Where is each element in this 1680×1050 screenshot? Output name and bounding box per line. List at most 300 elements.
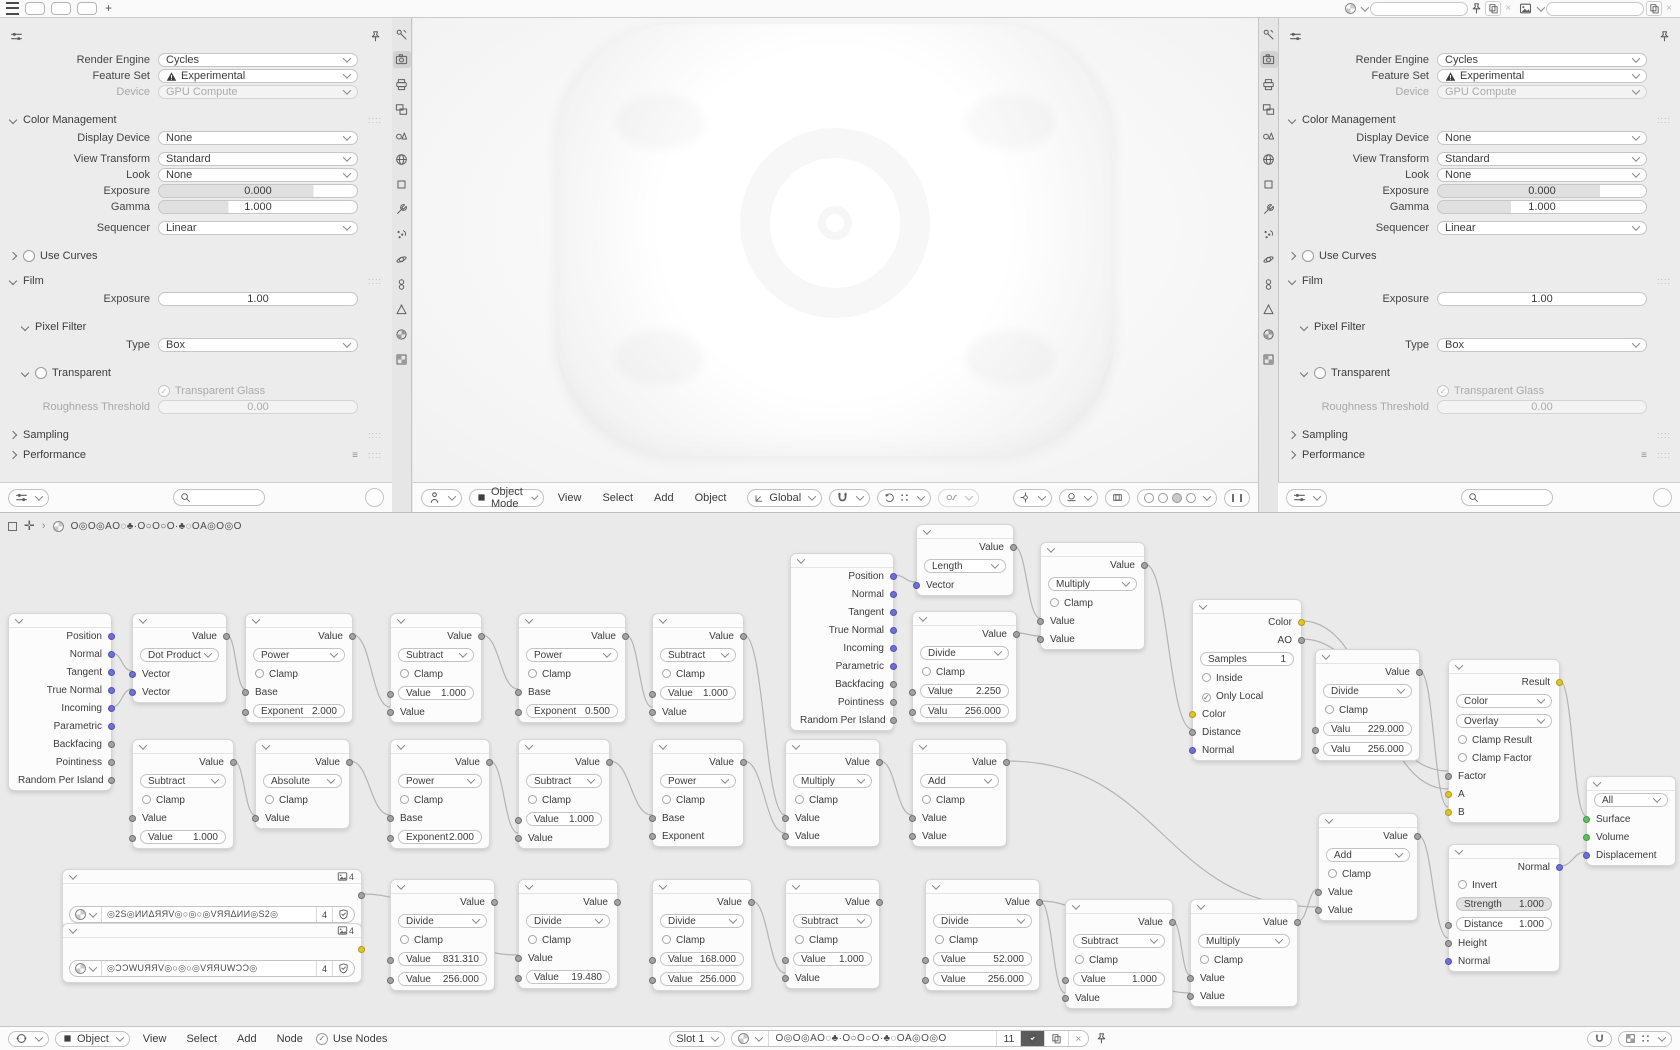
checkbox-clamp[interactable] — [1191, 952, 1297, 970]
input-socket[interactable] — [387, 815, 394, 822]
tab-tool[interactable] — [393, 26, 411, 43]
input-socket[interactable] — [1312, 747, 1319, 754]
operation-select[interactable] — [1594, 793, 1668, 807]
input-socket[interactable] — [387, 691, 394, 698]
field-look[interactable] — [158, 168, 358, 182]
checkbox-clamp[interactable] — [133, 792, 233, 810]
checkbox-clamp[interactable] — [1066, 952, 1172, 970]
output-socket[interactable] — [108, 759, 115, 766]
output-socket[interactable] — [1298, 619, 1305, 626]
value-field-value[interactable] — [920, 684, 1009, 698]
datablock-users-button[interactable]: 4 — [317, 907, 333, 922]
input-socket[interactable] — [1583, 852, 1590, 859]
filter-button[interactable] — [1653, 488, 1672, 507]
tab-material[interactable] — [393, 326, 411, 343]
list-icon[interactable]: ≡ — [352, 449, 359, 461]
output-socket[interactable] — [478, 633, 485, 640]
field-device[interactable] — [1437, 85, 1647, 99]
datablock-ball-segment[interactable] — [70, 907, 102, 922]
input-socket[interactable] — [922, 957, 929, 964]
value-field-value[interactable] — [933, 972, 1032, 986]
shading-mode-3[interactable] — [1186, 493, 1196, 503]
operation-select[interactable] — [920, 646, 1009, 660]
input-socket[interactable] — [1445, 773, 1452, 780]
input-socket[interactable] — [1583, 816, 1590, 823]
node-header[interactable] — [63, 924, 361, 938]
checkbox-clamp[interactable] — [653, 932, 751, 950]
output-socket[interactable] — [346, 759, 353, 766]
output-socket[interactable] — [108, 633, 115, 640]
datablock-users-button[interactable]: 4 — [317, 961, 333, 976]
input-socket[interactable] — [1583, 834, 1590, 841]
output-socket[interactable] — [606, 759, 613, 766]
node-header[interactable] — [63, 870, 361, 884]
checkbox-clamp[interactable] — [391, 792, 489, 810]
operation-select[interactable] — [526, 648, 618, 662]
tab-tool[interactable] — [1260, 26, 1278, 43]
output-socket[interactable] — [740, 633, 747, 640]
operation-select[interactable] — [1456, 714, 1552, 728]
checkbox-clamp[interactable] — [246, 666, 352, 684]
material-users-button[interactable]: 11 — [997, 1031, 1021, 1046]
editor-type-button[interactable] — [8, 489, 49, 507]
unlink-button[interactable]: × — [1505, 3, 1512, 14]
node-header[interactable] — [786, 880, 879, 894]
search-input[interactable] — [1461, 489, 1553, 506]
input-socket[interactable] — [1187, 975, 1194, 982]
value-field-exponent[interactable] — [398, 830, 482, 844]
input-socket[interactable] — [515, 689, 522, 696]
field-exposure[interactable] — [158, 292, 358, 306]
section-sampling[interactable] — [0, 425, 392, 445]
material-name-segment[interactable] — [769, 1031, 997, 1046]
checkbox-clamp[interactable] — [519, 792, 609, 810]
math-divide-4[interactable] — [518, 879, 618, 989]
disclosure-arrow-icon[interactable] — [21, 323, 29, 331]
operation-select[interactable] — [398, 914, 487, 928]
output-socket[interactable] — [890, 681, 897, 688]
tab-constraints[interactable] — [1260, 276, 1278, 293]
input-socket[interactable] — [515, 835, 522, 842]
node-header[interactable] — [1449, 660, 1559, 674]
input-socket[interactable] — [387, 709, 394, 716]
value-field-value[interactable] — [1073, 972, 1165, 986]
tab-render[interactable] — [393, 51, 411, 68]
node-header[interactable] — [133, 740, 233, 754]
workspace-tab[interactable] — [25, 2, 45, 15]
input-socket[interactable] — [1445, 809, 1452, 816]
node-header[interactable] — [246, 614, 352, 628]
input-socket[interactable] — [1187, 993, 1194, 1000]
input-socket[interactable] — [129, 835, 136, 842]
section-pixel-filter[interactable] — [1279, 317, 1680, 337]
pin-icon[interactable] — [1658, 30, 1671, 43]
disclosure-arrow-icon[interactable] — [9, 116, 17, 124]
input-socket[interactable] — [1037, 618, 1044, 625]
tab-texture[interactable] — [393, 351, 411, 368]
value-field-samples[interactable] — [1200, 652, 1294, 666]
output-socket[interactable] — [748, 899, 755, 906]
output-socket[interactable] — [108, 669, 115, 676]
checkbox-clamp[interactable] — [519, 932, 617, 950]
field-sequencer[interactable] — [1437, 221, 1647, 235]
output-socket[interactable] — [1013, 631, 1020, 638]
tab-view-layer[interactable] — [393, 101, 411, 118]
input-socket[interactable] — [782, 975, 789, 982]
math-absolute[interactable] — [255, 739, 350, 829]
value-field-distance[interactable] — [1456, 917, 1552, 931]
drag-handle-icon[interactable]: :::: — [367, 450, 382, 460]
output-socket[interactable] — [890, 573, 897, 580]
field-type[interactable] — [158, 338, 358, 352]
workspace-tab[interactable] — [77, 2, 97, 15]
disclosure-arrow-icon[interactable] — [9, 277, 17, 285]
output-socket[interactable] — [358, 892, 365, 899]
field-exposure[interactable] — [1437, 292, 1647, 306]
tab-physics[interactable] — [393, 251, 411, 268]
output-socket[interactable] — [890, 591, 897, 598]
gizmo-toggles[interactable] — [1013, 489, 1052, 507]
operation-select[interactable] — [793, 914, 872, 928]
node-header[interactable] — [786, 740, 879, 754]
node-header[interactable] — [9, 614, 111, 628]
input-socket[interactable] — [922, 977, 929, 984]
output-socket[interactable] — [614, 899, 621, 906]
input-socket[interactable] — [515, 817, 522, 824]
node-header[interactable] — [391, 740, 489, 754]
mode-selector[interactable] — [469, 485, 544, 510]
field-roughness-threshold[interactable] — [158, 400, 358, 414]
math-divide-3[interactable] — [390, 879, 495, 991]
input-socket[interactable] — [782, 815, 789, 822]
value-field-valu[interactable] — [1323, 722, 1412, 736]
menu-view[interactable]: View — [142, 1032, 167, 1045]
value-field-value[interactable] — [398, 952, 487, 966]
output-socket[interactable] — [1556, 679, 1563, 686]
output-socket[interactable] — [349, 633, 356, 640]
value-field-value[interactable] — [398, 686, 474, 700]
input-socket[interactable] — [1312, 727, 1319, 734]
pin-icon[interactable] — [1470, 2, 1483, 15]
node-header[interactable] — [1193, 600, 1301, 614]
field-view-transform[interactable] — [158, 152, 358, 166]
tab-world[interactable] — [393, 151, 411, 168]
disclosure-arrow-icon[interactable] — [9, 431, 17, 439]
math-power-4[interactable] — [652, 739, 744, 847]
drag-handle-icon[interactable]: :::: — [1656, 430, 1671, 440]
datablock-ball-segment[interactable] — [70, 961, 102, 976]
input-socket[interactable] — [1037, 636, 1044, 643]
node-header[interactable] — [256, 740, 349, 754]
math-multiply-1[interactable] — [785, 739, 880, 847]
section-performance[interactable] — [1279, 445, 1680, 465]
math-power-3[interactable] — [390, 739, 490, 849]
operation-select[interactable] — [793, 774, 872, 788]
output-socket[interactable] — [223, 633, 230, 640]
output-socket[interactable] — [1141, 562, 1148, 569]
math-divide-1[interactable] — [912, 611, 1017, 723]
menu-object[interactable]: Object — [694, 491, 727, 504]
mix-node[interactable] — [1448, 659, 1560, 823]
disclosure-arrow-icon[interactable] — [9, 451, 17, 459]
copy-button[interactable] — [1646, 1, 1662, 16]
viewport-3d[interactable] — [413, 18, 1258, 482]
vector-math-dot-product[interactable] — [132, 613, 227, 703]
copy-button[interactable] — [1485, 1, 1501, 16]
workspace-tab[interactable] — [51, 2, 71, 15]
list-icon[interactable]: ≡ — [1641, 449, 1648, 461]
output-socket[interactable] — [230, 759, 237, 766]
checkbox-clamp[interactable] — [519, 666, 625, 684]
checkbox-clamp[interactable] — [786, 792, 879, 810]
input-socket[interactable] — [515, 955, 522, 962]
menu-select[interactable]: Select — [186, 1032, 218, 1045]
menu-select[interactable]: Select — [602, 491, 634, 504]
math-subtract-3[interactable] — [132, 739, 234, 849]
output-socket[interactable] — [890, 717, 897, 724]
checkbox-clamp[interactable] — [653, 792, 743, 810]
operation-select[interactable] — [920, 774, 999, 788]
image-icon[interactable] — [1519, 2, 1532, 15]
value-field-exponent[interactable] — [253, 704, 345, 718]
input-socket[interactable] — [1445, 940, 1452, 947]
value-field-value[interactable] — [933, 952, 1032, 966]
snap-toggle[interactable] — [829, 489, 870, 507]
field-exposure[interactable] — [158, 184, 358, 198]
tab-world[interactable] — [1260, 151, 1278, 168]
output-socket[interactable] — [358, 946, 365, 953]
section-performance[interactable] — [0, 445, 392, 465]
field-render-engine[interactable] — [158, 53, 358, 67]
field-exposure[interactable] — [1437, 184, 1647, 198]
checkbox-transparent[interactable] — [35, 367, 47, 379]
checkbox-clamp-result[interactable] — [1449, 732, 1559, 750]
disclosure-arrow-icon[interactable] — [1288, 277, 1296, 285]
node-header[interactable] — [913, 612, 1016, 626]
menu-node[interactable]: Node — [276, 1032, 303, 1045]
input-socket[interactable] — [782, 957, 789, 964]
shader-type-selector[interactable] — [55, 1031, 130, 1047]
operation-select[interactable] — [660, 648, 736, 662]
input-socket[interactable] — [129, 671, 136, 678]
geometry-node-b[interactable] — [790, 553, 894, 731]
tab-view-layer[interactable] — [1260, 101, 1278, 118]
operation-select[interactable] — [398, 648, 474, 662]
drag-handle-icon[interactable]: :::: — [367, 276, 382, 286]
value-field-valu[interactable] — [920, 704, 1009, 718]
image-datablock-2[interactable] — [62, 923, 362, 983]
input-socket[interactable] — [1315, 889, 1322, 896]
output-socket[interactable] — [876, 899, 883, 906]
section-film[interactable] — [0, 271, 392, 291]
section-film[interactable] — [1279, 271, 1680, 291]
value-field-value[interactable] — [140, 830, 226, 844]
unlink-button[interactable]: × — [1666, 3, 1672, 14]
output-socket[interactable] — [1298, 637, 1305, 644]
output-socket[interactable] — [1036, 899, 1043, 906]
node-header[interactable] — [913, 740, 1006, 754]
disclosure-arrow-icon[interactable] — [1288, 116, 1296, 124]
node-header[interactable] — [519, 880, 617, 894]
operation-select[interactable] — [1456, 694, 1552, 708]
disclosure-arrow-icon[interactable] — [1288, 252, 1296, 260]
input-socket[interactable] — [387, 977, 394, 984]
node-header[interactable] — [391, 614, 481, 628]
input-socket[interactable] — [242, 709, 249, 716]
add-workspace-button[interactable]: + — [105, 1, 113, 15]
checkbox-clamp[interactable] — [926, 932, 1039, 950]
checkbox-invert[interactable] — [1449, 877, 1559, 895]
material-ball-segment[interactable] — [732, 1031, 769, 1046]
input-socket[interactable] — [913, 582, 920, 589]
checkbox-clamp[interactable] — [391, 932, 494, 950]
node-header[interactable] — [653, 740, 743, 754]
output-socket[interactable] — [108, 723, 115, 730]
field-type[interactable] — [1437, 338, 1647, 352]
input-socket[interactable] — [515, 709, 522, 716]
output-socket[interactable] — [486, 759, 493, 766]
viewlayer-name-field[interactable] — [1546, 2, 1644, 16]
output-socket[interactable] — [1169, 919, 1176, 926]
viewlayer-datablock-selector[interactable] — [1519, 2, 1674, 16]
field-sequencer[interactable] — [158, 221, 358, 235]
math-subtract-5[interactable] — [785, 879, 880, 989]
menu-add[interactable]: Add — [654, 491, 674, 504]
input-socket[interactable] — [387, 957, 394, 964]
operation-select[interactable] — [140, 774, 226, 788]
checkbox-transparent[interactable] — [1314, 367, 1326, 379]
output-socket[interactable] — [1010, 544, 1017, 551]
operation-select[interactable] — [263, 774, 342, 788]
section-color-management[interactable] — [1279, 110, 1680, 130]
ambient-occlusion[interactable] — [1192, 599, 1302, 761]
tab-texture[interactable] — [1260, 351, 1278, 368]
node-header[interactable] — [1316, 650, 1419, 664]
operation-select[interactable] — [660, 914, 744, 928]
output-socket[interactable] — [108, 651, 115, 658]
bump-node[interactable] — [1448, 844, 1560, 972]
tab-object[interactable] — [393, 176, 411, 193]
output-socket[interactable] — [108, 777, 115, 784]
checkbox-transparent-glass[interactable]: ✓ — [1437, 385, 1449, 397]
operation-select[interactable] — [1326, 848, 1410, 862]
fake-user-toggle[interactable] — [1021, 1031, 1045, 1046]
tab-material[interactable] — [1260, 326, 1278, 343]
material-datablock-selector[interactable] — [731, 1030, 1088, 1047]
output-socket[interactable] — [108, 741, 115, 748]
tab-scene[interactable] — [393, 126, 411, 143]
unlink-material-button[interactable]: × — [1075, 1032, 1082, 1045]
editor-type-button[interactable] — [1286, 489, 1327, 507]
search-input[interactable] — [173, 489, 265, 506]
field-device[interactable] — [158, 85, 358, 99]
node-header[interactable] — [926, 880, 1039, 894]
input-socket[interactable] — [649, 709, 656, 716]
input-socket[interactable] — [909, 815, 916, 822]
field-look[interactable] — [1437, 168, 1647, 182]
use-nodes-checkbox[interactable]: ✓ — [316, 1033, 328, 1045]
checkbox-transparent-glass[interactable]: ✓ — [158, 385, 170, 397]
checkbox-clamp[interactable] — [653, 666, 743, 684]
field-display-device[interactable] — [1437, 131, 1647, 145]
value-field-value[interactable] — [660, 972, 744, 986]
field-roughness-threshold[interactable] — [1437, 400, 1647, 414]
checkbox-use-curves[interactable] — [1302, 250, 1314, 262]
field-gamma[interactable] — [1437, 200, 1647, 214]
disclosure-arrow-icon[interactable] — [21, 369, 29, 377]
drag-handle-icon[interactable]: :::: — [367, 430, 382, 440]
fake-user-toggle[interactable] — [333, 961, 354, 976]
menu-view[interactable]: View — [557, 491, 582, 504]
use-nodes-toggle[interactable] — [316, 1033, 387, 1045]
image-datablock-1[interactable] — [62, 869, 362, 929]
math-divide-2[interactable] — [1315, 649, 1420, 761]
value-field-value[interactable] — [526, 970, 610, 984]
tab-particles[interactable] — [393, 226, 411, 243]
math-subtract-2[interactable] — [652, 613, 744, 723]
output-socket[interactable] — [890, 663, 897, 670]
output-socket[interactable] — [108, 705, 115, 712]
math-subtract-6[interactable] — [1065, 899, 1173, 1009]
output-socket[interactable] — [491, 899, 498, 906]
section-use-curves[interactable] — [1279, 246, 1680, 266]
checkbox-row[interactable] — [158, 385, 265, 397]
math-power-2[interactable] — [518, 613, 626, 723]
section-sampling[interactable] — [1279, 425, 1680, 445]
input-socket[interactable] — [1445, 791, 1452, 798]
node-header[interactable] — [1066, 900, 1172, 914]
field-view-transform[interactable] — [1437, 152, 1647, 166]
operation-select[interactable] — [1323, 684, 1412, 698]
checkbox-clamp[interactable] — [786, 932, 879, 950]
disclosure-arrow-icon[interactable] — [1288, 451, 1296, 459]
input-socket[interactable] — [1445, 922, 1452, 929]
output-socket[interactable] — [1294, 919, 1301, 926]
output-socket[interactable] — [1416, 669, 1423, 676]
checkbox-clamp[interactable] — [913, 792, 1006, 810]
node-header[interactable] — [917, 525, 1013, 539]
input-socket[interactable] — [129, 689, 136, 696]
node-header[interactable] — [1041, 543, 1144, 557]
field-render-engine[interactable] — [1437, 53, 1647, 67]
value-field-strength[interactable] — [1456, 897, 1552, 911]
input-socket[interactable] — [649, 833, 656, 840]
checkbox-clamp[interactable] — [1041, 595, 1144, 613]
pause-button[interactable] — [1224, 489, 1250, 507]
tab-scene[interactable] — [1260, 126, 1278, 143]
input-socket[interactable] — [909, 689, 916, 696]
output-socket[interactable] — [1414, 833, 1421, 840]
node-header[interactable] — [519, 740, 609, 754]
node-header[interactable] — [653, 880, 751, 894]
disclosure-arrow-icon[interactable] — [1300, 323, 1308, 331]
checkbox-row[interactable] — [1437, 385, 1544, 397]
editor-type-button[interactable] — [8, 1031, 49, 1047]
shading-mode-group[interactable] — [1137, 489, 1217, 507]
output-socket[interactable] — [876, 759, 883, 766]
output-socket[interactable] — [740, 759, 747, 766]
pin-icon[interactable] — [1095, 1032, 1108, 1045]
tab-object[interactable] — [1260, 176, 1278, 193]
value-field-value[interactable] — [793, 952, 872, 966]
orientation-selector[interactable] — [747, 489, 822, 507]
section-transparent[interactable] — [1279, 363, 1680, 383]
scene-ball-icon[interactable] — [1345, 3, 1356, 14]
node-header[interactable] — [1449, 845, 1559, 859]
input-socket[interactable] — [1315, 907, 1322, 914]
transform-pivot-group[interactable] — [877, 489, 931, 507]
node-header[interactable] — [391, 880, 494, 894]
